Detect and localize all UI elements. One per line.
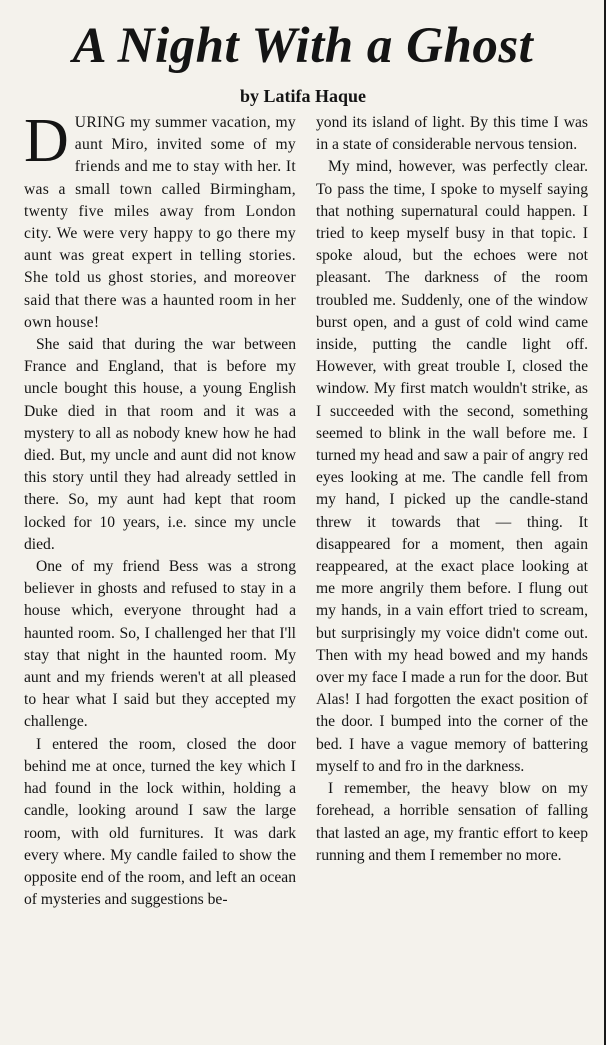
article-paragraph: I remember, the heavy blow on my forehead, a horrible sensation of falling that lasted an age, my frantic effort to keep running and them I remember no more. — [316, 780, 588, 864]
article-title: A Night With a Ghost — [72, 18, 534, 74]
article-paragraph — [24, 107, 296, 334]
drop-cap: D — [24, 107, 69, 175]
article-paragraph: One of my friend Bess was a strong believer in ghosts and refused to stay in a house which, everyone throught had a haunted room. So, I challenged her that I'll stay that night in the haunted room. My aunt and my friends weren't at all pleased to hear what I said but they accepted my challenge. — [24, 558, 296, 731]
paragraph-text: URING my summer vacation, my aunt Miro, invited some of my friends and me to stay with her. It was a small town called Birmingham, twenty five miles away from London city. We were very happy to go there my aunt was great expert in telling stories. She told us ghost stories, and moreover said that there was a haunted room in her own house! — [24, 114, 296, 331]
article-column-left — [24, 107, 296, 911]
article-paragraph: My mind, however, was perfectly clear. To pass the time, I spoke to myself saying that nothing supernatural could happen. I tried to keep myself busy in that topic. I spoke aloud, but the echoes were not pleasant. The darkness of the room troubled me. Suddenly, one of the window burst open, and a gust of cold wind came inside, putting the candle light off. However, with great trouble I, closed the window. My first match wouldn't strike, as I succeeded with the second, something seemed to blink in the wall before me. I turned my head and saw a pair of angry red eyes looking at me. The candle fell from my hand, I picked up the candle-stand threw it towards that — thing. It disappeared for a moment, then again reappeared, at the exact place looking at me more angrily them before. I flung out my hands, in a vain effort tried to scream, but surprisingly my voice didn't come out. Then with my head bowed and my hands over my face I made a run for the door. But Alas! I had forgotten the exact position of the door. I bumped into the corner of the bed. I have a vague memory of battering myself to and fro in the darkness. — [316, 158, 588, 775]
article-byline: by Latifa Haque — [239, 86, 367, 106]
article-paragraph: I entered the room, closed the door behind me at once, turned the key which I had found in the lock within, holding a candle, looking around I saw the large room, with old furnitures. It was dark every where. My candle failed to show the opposite end of the room, and left an ocean of mysteries and suggestions be- — [24, 735, 296, 909]
article-paragraph-continued: yond its island of light. By this time I was in a state of considerable nervous tension. — [316, 114, 588, 154]
article-column-right — [316, 112, 588, 867]
article-paragraph: She said that during the war between France and England, that is before my uncle bought this house, a young English Duke died in that room and it was a mystery to all as nobody knew how he had died. But, my uncle and aunt did not know this story until they had already settled in there. So, my aunt had kept that room locked for 10 years, i.e. since my uncle died. — [24, 336, 296, 553]
